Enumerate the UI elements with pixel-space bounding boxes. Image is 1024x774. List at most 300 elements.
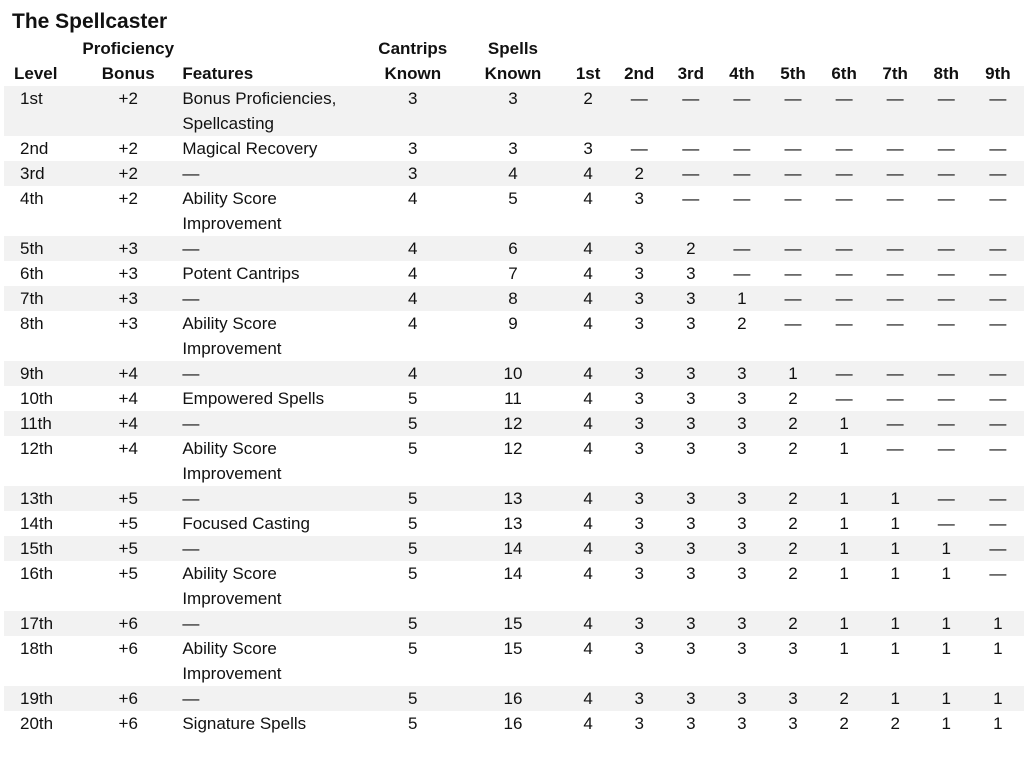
slot-3rd-cell: 3 bbox=[665, 611, 716, 636]
slot-7th-cell: — bbox=[870, 261, 921, 286]
slot-2nd-cell: 3 bbox=[613, 561, 665, 611]
slot-4th-cell: 3 bbox=[716, 411, 767, 436]
slot-1st-cell: 4 bbox=[563, 186, 613, 236]
header-proficiency-line1: Proficiency bbox=[82, 39, 175, 58]
slot-9th-cell: — bbox=[972, 311, 1024, 361]
features-cell: — bbox=[176, 536, 362, 561]
features-cell: — bbox=[176, 411, 362, 436]
slot-6th-cell: — bbox=[819, 86, 870, 136]
spells-cell: 12 bbox=[463, 436, 563, 486]
spells-cell: 3 bbox=[463, 136, 563, 161]
slot-5th-cell: — bbox=[767, 86, 818, 136]
slot-6th-cell: 1 bbox=[819, 561, 870, 611]
slot-9th-cell: — bbox=[972, 286, 1024, 311]
slot-5th-cell: — bbox=[767, 286, 818, 311]
table-row bbox=[4, 536, 1024, 561]
slot-9th-cell: 1 bbox=[972, 611, 1024, 636]
slot-1st-cell: 4 bbox=[563, 711, 613, 736]
slot-2nd-cell: — bbox=[613, 136, 665, 161]
proficiency-cell: +2 bbox=[80, 136, 176, 161]
level-cell: 9th bbox=[4, 361, 80, 386]
slot-5th-cell: 3 bbox=[767, 636, 818, 686]
table-row bbox=[4, 411, 1024, 436]
header-spells-line2: Known bbox=[484, 64, 542, 83]
level-cell: 18th bbox=[4, 636, 80, 686]
level-cell: 5th bbox=[4, 236, 80, 261]
slot-9th-cell: — bbox=[972, 436, 1024, 486]
slot-8th-cell: — bbox=[921, 136, 972, 161]
cantrips-cell: 5 bbox=[363, 711, 463, 736]
slot-3rd-cell: 3 bbox=[665, 636, 716, 686]
slot-5th-cell: 2 bbox=[767, 386, 818, 411]
spells-cell: 16 bbox=[463, 711, 563, 736]
slot-3rd-cell: 3 bbox=[665, 311, 716, 361]
proficiency-cell: +4 bbox=[80, 386, 176, 411]
header-slot-3rd: 3rd bbox=[677, 64, 705, 83]
spells-cell: 7 bbox=[463, 261, 563, 286]
slot-6th-cell: — bbox=[819, 186, 870, 236]
slot-4th-cell: 2 bbox=[716, 311, 767, 361]
slot-6th-cell: — bbox=[819, 136, 870, 161]
slot-8th-cell: — bbox=[921, 161, 972, 186]
slot-7th-cell: — bbox=[870, 436, 921, 486]
features-cell: Empowered Spells bbox=[176, 386, 362, 411]
slot-3rd-cell: 3 bbox=[665, 361, 716, 386]
proficiency-cell: +2 bbox=[80, 161, 176, 186]
header-proficiency-line2: Bonus bbox=[101, 64, 155, 83]
slot-7th-cell: — bbox=[870, 86, 921, 136]
slot-4th-cell: 3 bbox=[716, 561, 767, 611]
slot-1st-cell: 4 bbox=[563, 486, 613, 511]
slot-3rd-cell: 3 bbox=[665, 261, 716, 286]
features-cell: — bbox=[176, 611, 362, 636]
slot-2nd-cell: 3 bbox=[613, 236, 665, 261]
slot-6th-cell: 2 bbox=[819, 686, 870, 711]
slot-1st-cell: 4 bbox=[563, 386, 613, 411]
cantrips-cell: 5 bbox=[363, 636, 463, 686]
table-row bbox=[4, 611, 1024, 636]
slot-1st-cell: 3 bbox=[563, 136, 613, 161]
slot-7th-cell: 2 bbox=[870, 711, 921, 736]
table-title: The Spellcaster bbox=[12, 10, 168, 33]
slot-2nd-cell: 3 bbox=[613, 411, 665, 436]
slot-5th-cell: 3 bbox=[767, 711, 818, 736]
slot-9th-cell: — bbox=[972, 486, 1024, 511]
slot-7th-cell: — bbox=[870, 411, 921, 436]
slot-1st-cell: 4 bbox=[563, 511, 613, 536]
proficiency-cell: +5 bbox=[80, 486, 176, 511]
slot-7th-cell: — bbox=[870, 386, 921, 411]
proficiency-cell: +3 bbox=[80, 261, 176, 286]
slot-4th-cell: 3 bbox=[716, 711, 767, 736]
slot-8th-cell: — bbox=[921, 261, 972, 286]
proficiency-cell: +4 bbox=[80, 361, 176, 386]
features-cell: Signature Spells bbox=[176, 711, 362, 736]
table-row bbox=[4, 636, 1024, 686]
slot-3rd-cell: 3 bbox=[665, 561, 716, 611]
slot-5th-cell: 2 bbox=[767, 561, 818, 611]
header-features bbox=[176, 36, 362, 86]
cantrips-cell: 3 bbox=[363, 86, 463, 136]
header-slot-6th: 6th bbox=[831, 64, 857, 83]
slot-6th-cell: 1 bbox=[819, 636, 870, 686]
level-cell: 14th bbox=[4, 511, 80, 536]
slot-8th-cell: — bbox=[921, 361, 972, 386]
slot-9th-cell: — bbox=[972, 386, 1024, 411]
slot-8th-cell: — bbox=[921, 86, 972, 136]
slot-2nd-cell: 3 bbox=[613, 311, 665, 361]
slot-1st-cell: 4 bbox=[563, 436, 613, 486]
slot-8th-cell: — bbox=[921, 436, 972, 486]
cantrips-cell: 4 bbox=[363, 286, 463, 311]
slot-2nd-cell: 3 bbox=[613, 186, 665, 236]
table-row bbox=[4, 286, 1024, 311]
proficiency-cell: +5 bbox=[80, 536, 176, 561]
slot-4th-cell: 3 bbox=[716, 486, 767, 511]
cantrips-cell: 4 bbox=[363, 261, 463, 286]
slot-1st-cell: 4 bbox=[563, 261, 613, 286]
spells-cell: 9 bbox=[463, 311, 563, 361]
header-cantrips bbox=[363, 36, 463, 86]
slot-2nd-cell: 2 bbox=[613, 161, 665, 186]
level-cell: 11th bbox=[4, 411, 80, 436]
slot-2nd-cell: 3 bbox=[613, 486, 665, 511]
proficiency-cell: +2 bbox=[80, 86, 176, 136]
slot-9th-cell: — bbox=[972, 86, 1024, 136]
slot-3rd-cell: 3 bbox=[665, 411, 716, 436]
slot-6th-cell: — bbox=[819, 386, 870, 411]
slot-5th-cell: — bbox=[767, 136, 818, 161]
slot-4th-cell: — bbox=[716, 161, 767, 186]
table-row bbox=[4, 136, 1024, 161]
level-cell: 2nd bbox=[4, 136, 80, 161]
slot-8th-cell: — bbox=[921, 511, 972, 536]
header-row bbox=[4, 36, 1024, 86]
features-cell: Ability Score Improvement bbox=[176, 636, 362, 686]
spells-cell: 13 bbox=[463, 511, 563, 536]
header-cantrips-line1: Cantrips bbox=[378, 39, 448, 58]
cantrips-cell: 4 bbox=[363, 361, 463, 386]
level-cell: 15th bbox=[4, 536, 80, 561]
features-cell: — bbox=[176, 361, 362, 386]
slot-8th-cell: 1 bbox=[921, 536, 972, 561]
slot-9th-cell: — bbox=[972, 411, 1024, 436]
slot-4th-cell: 1 bbox=[716, 286, 767, 311]
slot-8th-cell: — bbox=[921, 311, 972, 361]
slot-7th-cell: — bbox=[870, 361, 921, 386]
slot-7th-cell: — bbox=[870, 311, 921, 361]
slot-3rd-cell: 3 bbox=[665, 511, 716, 536]
slot-3rd-cell: 3 bbox=[665, 386, 716, 411]
cantrips-cell: 5 bbox=[363, 436, 463, 486]
slot-5th-cell: 1 bbox=[767, 361, 818, 386]
slot-9th-cell: — bbox=[972, 161, 1024, 186]
slot-5th-cell: 2 bbox=[767, 486, 818, 511]
slot-2nd-cell: 3 bbox=[613, 261, 665, 286]
slot-4th-cell: 3 bbox=[716, 511, 767, 536]
proficiency-cell: +6 bbox=[80, 686, 176, 711]
features-cell: — bbox=[176, 236, 362, 261]
slot-6th-cell: 1 bbox=[819, 486, 870, 511]
slot-9th-cell: — bbox=[972, 561, 1024, 611]
table-body bbox=[4, 86, 1024, 736]
slot-5th-cell: 2 bbox=[767, 511, 818, 536]
features-cell: Ability Score Improvement bbox=[176, 561, 362, 611]
slot-1st-cell: 4 bbox=[563, 411, 613, 436]
level-cell: 6th bbox=[4, 261, 80, 286]
slot-1st-cell: 4 bbox=[563, 311, 613, 361]
slot-7th-cell: 1 bbox=[870, 536, 921, 561]
slot-4th-cell: — bbox=[716, 236, 767, 261]
table-row bbox=[4, 236, 1024, 261]
level-cell: 12th bbox=[4, 436, 80, 486]
features-cell: Ability Score Improvement bbox=[176, 311, 362, 361]
table-row bbox=[4, 486, 1024, 511]
table-row bbox=[4, 311, 1024, 361]
slot-1st-cell: 4 bbox=[563, 561, 613, 611]
spells-cell: 5 bbox=[463, 186, 563, 236]
slot-6th-cell: — bbox=[819, 161, 870, 186]
slot-7th-cell: 1 bbox=[870, 636, 921, 686]
features-cell: Potent Cantrips bbox=[176, 261, 362, 286]
slot-4th-cell: — bbox=[716, 186, 767, 236]
slot-2nd-cell: 3 bbox=[613, 361, 665, 386]
slot-7th-cell: 1 bbox=[870, 511, 921, 536]
slot-6th-cell: 1 bbox=[819, 536, 870, 561]
slot-2nd-cell: 3 bbox=[613, 511, 665, 536]
header-cantrips-line2: Known bbox=[384, 64, 442, 83]
cantrips-cell: 4 bbox=[363, 186, 463, 236]
slot-4th-cell: 3 bbox=[716, 436, 767, 486]
cantrips-cell: 3 bbox=[363, 161, 463, 186]
slot-9th-cell: — bbox=[972, 511, 1024, 536]
features-cell: — bbox=[176, 686, 362, 711]
features-cell: — bbox=[176, 286, 362, 311]
spells-cell: 16 bbox=[463, 686, 563, 711]
slot-8th-cell: 1 bbox=[921, 636, 972, 686]
header-slot-5th: 5th bbox=[780, 64, 806, 83]
level-cell: 19th bbox=[4, 686, 80, 711]
level-cell: 10th bbox=[4, 386, 80, 411]
slot-6th-cell: 1 bbox=[819, 611, 870, 636]
slot-2nd-cell: 3 bbox=[613, 636, 665, 686]
proficiency-cell: +6 bbox=[80, 611, 176, 636]
slot-6th-cell: — bbox=[819, 286, 870, 311]
slot-5th-cell: 2 bbox=[767, 611, 818, 636]
slot-2nd-cell: 3 bbox=[613, 611, 665, 636]
slot-3rd-cell: — bbox=[665, 136, 716, 161]
features-cell: Ability Score Improvement bbox=[176, 436, 362, 486]
proficiency-cell: +4 bbox=[80, 411, 176, 436]
spells-cell: 13 bbox=[463, 486, 563, 511]
slot-1st-cell: 4 bbox=[563, 286, 613, 311]
slot-7th-cell: 1 bbox=[870, 686, 921, 711]
slot-6th-cell: 1 bbox=[819, 411, 870, 436]
cantrips-cell: 5 bbox=[363, 686, 463, 711]
slot-9th-cell: — bbox=[972, 136, 1024, 161]
level-cell: 3rd bbox=[4, 161, 80, 186]
slot-9th-cell: — bbox=[972, 536, 1024, 561]
slot-5th-cell: 3 bbox=[767, 686, 818, 711]
level-cell: 7th bbox=[4, 286, 80, 311]
header-level bbox=[4, 36, 80, 86]
slot-4th-cell: 3 bbox=[716, 636, 767, 686]
slot-6th-cell: — bbox=[819, 361, 870, 386]
slot-2nd-cell: 3 bbox=[613, 711, 665, 736]
cantrips-cell: 5 bbox=[363, 511, 463, 536]
header-spells-line1: Spells bbox=[487, 39, 539, 58]
header-slot-8th: 8th bbox=[933, 64, 960, 83]
table-row bbox=[4, 436, 1024, 486]
slot-5th-cell: — bbox=[767, 261, 818, 286]
table-row bbox=[4, 86, 1024, 136]
slot-7th-cell: — bbox=[870, 236, 921, 261]
spells-cell: 11 bbox=[463, 386, 563, 411]
level-cell: 1st bbox=[4, 86, 80, 136]
proficiency-cell: +3 bbox=[80, 236, 176, 261]
spells-cell: 12 bbox=[463, 411, 563, 436]
slot-1st-cell: 4 bbox=[563, 161, 613, 186]
slot-1st-cell: 4 bbox=[563, 686, 613, 711]
table-row bbox=[4, 511, 1024, 536]
header-slot-4th: 4th bbox=[729, 64, 755, 83]
slot-4th-cell: 3 bbox=[716, 536, 767, 561]
slot-4th-cell: — bbox=[716, 136, 767, 161]
features-cell: Ability Score Improvement bbox=[176, 186, 362, 236]
slot-5th-cell: 2 bbox=[767, 411, 818, 436]
spells-cell: 8 bbox=[463, 286, 563, 311]
proficiency-cell: +6 bbox=[80, 711, 176, 736]
slot-9th-cell: — bbox=[972, 236, 1024, 261]
slot-3rd-cell: 3 bbox=[665, 711, 716, 736]
slot-8th-cell: — bbox=[921, 386, 972, 411]
proficiency-cell: +6 bbox=[80, 636, 176, 686]
slot-4th-cell: — bbox=[716, 261, 767, 286]
slot-9th-cell: 1 bbox=[972, 686, 1024, 711]
slot-7th-cell: — bbox=[870, 186, 921, 236]
slot-5th-cell: — bbox=[767, 161, 818, 186]
slot-8th-cell: — bbox=[921, 411, 972, 436]
slot-4th-cell: — bbox=[716, 86, 767, 136]
slot-3rd-cell: 3 bbox=[665, 486, 716, 511]
proficiency-cell: +5 bbox=[80, 511, 176, 536]
slot-4th-cell: 3 bbox=[716, 686, 767, 711]
level-cell: 13th bbox=[4, 486, 80, 511]
slot-1st-cell: 4 bbox=[563, 361, 613, 386]
slot-2nd-cell: 3 bbox=[613, 386, 665, 411]
slot-7th-cell: — bbox=[870, 136, 921, 161]
spells-cell: 4 bbox=[463, 161, 563, 186]
header-proficiency bbox=[80, 36, 176, 86]
slot-3rd-cell: 3 bbox=[665, 536, 716, 561]
slot-7th-cell: 1 bbox=[870, 611, 921, 636]
level-cell: 17th bbox=[4, 611, 80, 636]
table-row bbox=[4, 361, 1024, 386]
slot-8th-cell: 1 bbox=[921, 711, 972, 736]
slot-7th-cell: 1 bbox=[870, 561, 921, 611]
slot-7th-cell: — bbox=[870, 286, 921, 311]
slot-8th-cell: — bbox=[921, 186, 972, 236]
spells-cell: 15 bbox=[463, 611, 563, 636]
slot-5th-cell: — bbox=[767, 236, 818, 261]
proficiency-cell: +5 bbox=[80, 561, 176, 611]
spells-cell: 3 bbox=[463, 86, 563, 136]
slot-6th-cell: — bbox=[819, 261, 870, 286]
header-slot-1st: 1st bbox=[575, 64, 601, 83]
slot-5th-cell: — bbox=[767, 186, 818, 236]
slot-5th-cell: — bbox=[767, 311, 818, 361]
slot-3rd-cell: — bbox=[665, 186, 716, 236]
level-cell: 4th bbox=[4, 186, 80, 236]
slot-3rd-cell: 3 bbox=[665, 436, 716, 486]
slot-6th-cell: — bbox=[819, 236, 870, 261]
slot-8th-cell: 1 bbox=[921, 686, 972, 711]
slot-1st-cell: 4 bbox=[563, 611, 613, 636]
features-cell: — bbox=[176, 486, 362, 511]
cantrips-cell: 5 bbox=[363, 486, 463, 511]
features-cell: Magical Recovery bbox=[176, 136, 362, 161]
slot-8th-cell: 1 bbox=[921, 561, 972, 611]
slot-5th-cell: 2 bbox=[767, 436, 818, 486]
slot-2nd-cell: 3 bbox=[613, 286, 665, 311]
slot-3rd-cell: 3 bbox=[665, 686, 716, 711]
slot-5th-cell: 2 bbox=[767, 536, 818, 561]
cantrips-cell: 5 bbox=[363, 386, 463, 411]
slot-9th-cell: 1 bbox=[972, 636, 1024, 686]
slot-8th-cell: — bbox=[921, 286, 972, 311]
header-features-label: Features bbox=[182, 64, 254, 83]
cantrips-cell: 3 bbox=[363, 136, 463, 161]
slot-1st-cell: 4 bbox=[563, 536, 613, 561]
cantrips-cell: 4 bbox=[363, 236, 463, 261]
level-cell: 16th bbox=[4, 561, 80, 611]
proficiency-cell: +3 bbox=[80, 311, 176, 361]
slot-4th-cell: 3 bbox=[716, 386, 767, 411]
slot-8th-cell: — bbox=[921, 486, 972, 511]
table-row bbox=[4, 161, 1024, 186]
level-cell: 20th bbox=[4, 711, 80, 736]
table-row bbox=[4, 561, 1024, 611]
slot-2nd-cell: 3 bbox=[613, 436, 665, 486]
slot-9th-cell: — bbox=[972, 261, 1024, 286]
slot-3rd-cell: — bbox=[665, 86, 716, 136]
spells-cell: 6 bbox=[463, 236, 563, 261]
features-cell: Bonus Proficiencies, Spellcasting bbox=[176, 86, 362, 136]
slot-2nd-cell: 3 bbox=[613, 686, 665, 711]
proficiency-cell: +2 bbox=[80, 186, 176, 236]
slot-8th-cell: 1 bbox=[921, 611, 972, 636]
header-slot-7th: 7th bbox=[882, 64, 908, 83]
slot-2nd-cell: — bbox=[613, 86, 665, 136]
proficiency-cell: +4 bbox=[80, 436, 176, 486]
slot-6th-cell: — bbox=[819, 311, 870, 361]
header-slot-9th: 9th bbox=[985, 64, 1011, 83]
spells-cell: 15 bbox=[463, 636, 563, 686]
slot-9th-cell: 1 bbox=[972, 711, 1024, 736]
cantrips-cell: 4 bbox=[363, 311, 463, 361]
slot-3rd-cell: 2 bbox=[665, 236, 716, 261]
header-slot-2nd: 2nd bbox=[624, 64, 655, 83]
spells-cell: 14 bbox=[463, 536, 563, 561]
slot-1st-cell: 4 bbox=[563, 236, 613, 261]
table-row bbox=[4, 386, 1024, 411]
slot-4th-cell: 3 bbox=[716, 611, 767, 636]
slot-3rd-cell: — bbox=[665, 161, 716, 186]
spells-cell: 14 bbox=[463, 561, 563, 611]
slot-4th-cell: 3 bbox=[716, 361, 767, 386]
features-cell: — bbox=[176, 161, 362, 186]
table-row bbox=[4, 686, 1024, 711]
